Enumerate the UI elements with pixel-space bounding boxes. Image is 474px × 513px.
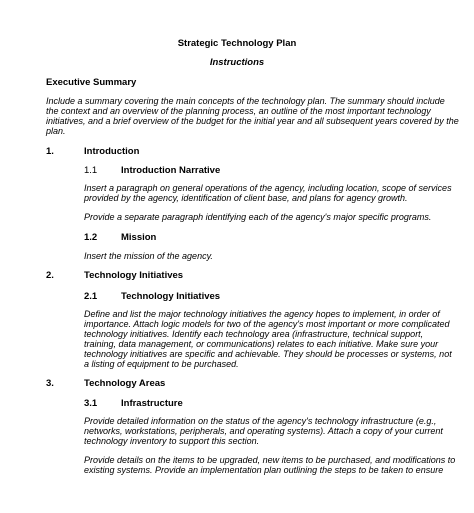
executive-summary-line: Include a summary covering the main concepts of the technology plan. The summary should include: [46, 96, 445, 106]
paragraph-line: Provide detailed information on the status of the agency's technology infrastructure (e.g.,: [84, 416, 437, 426]
paragraph-line: Define and list the major technology initiatives the agency hopes to implement, in order of: [84, 309, 440, 319]
subsection-heading: Technology Initiatives: [121, 291, 221, 302]
paragraph-line: provided by the agency, identification of client base, and plans for agency growth.: [84, 193, 408, 203]
paragraph-line: existing systems. Provide an implementation plan outlining the steps to be taken to ensure: [84, 465, 444, 475]
document-subtitle: Instructions: [209, 57, 265, 68]
paragraph-line: networks, workstations, peripherals, and operating systems). Attach a copy of your current: [84, 426, 443, 436]
document-title: Strategic Technology Plan: [177, 38, 297, 49]
subsection-number: 1.2: [84, 232, 98, 243]
paragraph-line: Provide a separate paragraph identifying each of the agency's major specific programs.: [84, 212, 432, 222]
section-heading: Technology Areas: [84, 378, 166, 389]
subsection-heading: Infrastructure: [121, 398, 183, 409]
section-heading: Introduction: [84, 146, 140, 157]
executive-summary-line: the context and an overview of the planning process, an outline of the most important technology: [46, 106, 431, 116]
executive-summary-heading: Executive Summary: [46, 77, 137, 88]
paragraph-line: Insert the mission of the agency.: [84, 251, 213, 261]
executive-summary-line: initiatives, and a brief overview of the budget for the initial year and all subsequent years covered by the: [46, 116, 459, 126]
section-number: 2.: [46, 270, 54, 281]
paragraph-line: technology initiatives are specific and achievable. They should be processes or systems, not: [84, 349, 452, 359]
subsection-heading: Introduction Narrative: [121, 165, 221, 176]
subsection-number: 1.1: [84, 165, 98, 176]
section-number: 3.: [46, 378, 54, 389]
paragraph-line: Insert a paragraph on general operations of the agency, including location, scope of services: [84, 183, 452, 193]
paragraph-line: Provide details on the items to be upgraded, new items to be purchased, and modifications to: [84, 455, 456, 465]
paragraph-line: technology initiatives. Identify each technology area (infrastructure, technical support,: [84, 329, 424, 339]
subsection-heading: Mission: [121, 232, 157, 243]
paragraph-line: technology inventory to support this section.: [84, 436, 260, 446]
paragraph-line: training, data management, or communications) relates to each initiative. Make sure your: [84, 339, 439, 349]
subsection-number: 2.1: [84, 291, 98, 302]
subsection-number: 3.1: [84, 398, 98, 409]
section-heading: Technology Initiatives: [84, 270, 184, 281]
section-number: 1.: [46, 146, 54, 157]
executive-summary-line: plan.: [46, 126, 66, 136]
paragraph-line: a listing of equipment to be purchased.: [84, 359, 239, 369]
paragraph-line: importance. Attach logic models for two of the agency's most important or more complicated: [84, 319, 450, 329]
